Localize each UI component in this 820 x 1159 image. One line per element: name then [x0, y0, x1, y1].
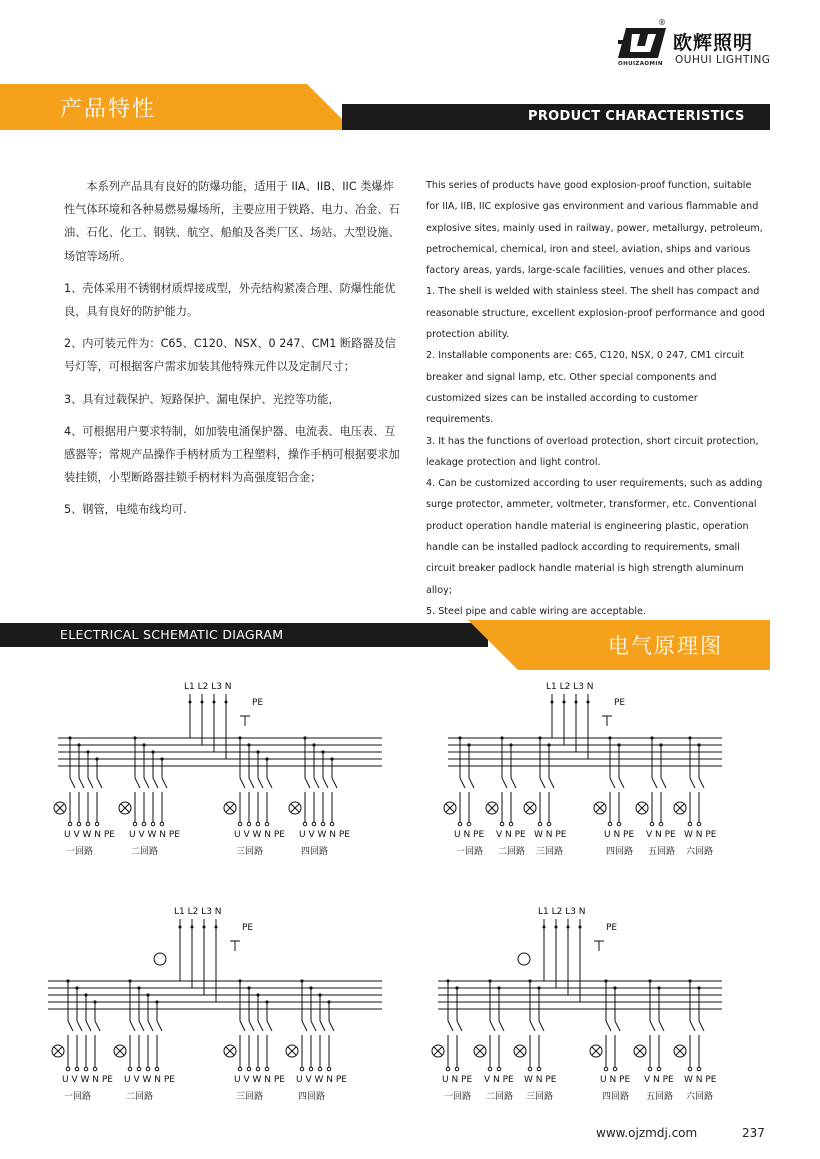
- supply-label: L1 L2 L3 N: [174, 907, 222, 917]
- schematic-header-diagonal: [468, 620, 598, 670]
- cn-paragraph: 5、钢管，电缆布线均可.: [64, 503, 187, 517]
- terminal-label: W N PE: [534, 830, 567, 840]
- cn-paragraph: 本系列产品具有良好的防爆功能，适用于 IIA、IIB、IIC 类爆炸性气体环境和各种易燃易爆场所，主要应用于铁路、电力、冶金、石油、石化、化工、钢铁、航空、船舶及各类厂区、场站、大型设施、场馆等场所。: [64, 180, 400, 263]
- circuit-label: 五回路: [646, 1092, 674, 1102]
- circuit-label: 二回路: [126, 1092, 154, 1102]
- circuit-label: 一回路: [444, 1092, 472, 1102]
- circuit-label: 四回路: [602, 1092, 630, 1102]
- en-paragraph: 1. The shell is welded with stainless steel. The shell has compact and reasonable structure, excellent explosion-proof performance and good protection ability.: [426, 286, 765, 341]
- en-paragraph: 3. It has the functions of overload protection, short circuit protection, leakage protection and light control.: [426, 435, 759, 468]
- chinese-text-column: [64, 175, 404, 531]
- brand-name-cn: 欧辉照明: [673, 32, 754, 54]
- en-paragraph: 2. Installable components are: C65, C120, NSX, 0 247, CM1 circuit breaker and signal lamp, etc. Other special components and customized sizes can be installed according to customer requirements.: [426, 350, 744, 426]
- terminal-label: U N PE: [454, 830, 485, 840]
- supply-label: L1 L2 L3 N: [184, 682, 232, 692]
- section-title-cn: 产品特性: [60, 97, 157, 122]
- schematic-diagram-4circuit-b: [40, 905, 390, 1115]
- brand-logo: [618, 16, 771, 72]
- brand-name-en: OUHUI LIGHTING: [675, 54, 771, 66]
- header-diagonal-shape: [197, 84, 357, 130]
- terminal-label: U V W N PE: [234, 1075, 285, 1085]
- circuit-label: 一回路: [64, 1092, 92, 1102]
- schematic-title-cn: 电气原理图: [608, 634, 723, 658]
- circuit-label: 二回路: [498, 847, 526, 857]
- circuit-label: 一回路: [66, 847, 94, 857]
- circuit-label: 四回路: [301, 847, 329, 857]
- terminal-label: U N PE: [600, 1075, 631, 1085]
- terminal-label: W N PE: [684, 1075, 717, 1085]
- circuit-label: 三回路: [236, 847, 264, 857]
- ouhui-logo-icon: [618, 24, 670, 62]
- terminal-label: W N PE: [684, 830, 717, 840]
- terminal-label: V N PE: [484, 1075, 514, 1085]
- circuit-label: 二回路: [486, 1092, 514, 1102]
- cn-paragraph: 2、内可装元件为：C65、C120、NSX、0 247、CM1 断路器及信号灯等，可根据客户需求加装其他特殊元件以及定制尺寸；: [64, 337, 396, 374]
- schematic-diagram-4circuit-a: [50, 680, 390, 870]
- terminal-label: V N PE: [496, 830, 526, 840]
- terminal-label: U V W N PE: [124, 1075, 175, 1085]
- terminal-label: V N PE: [644, 1075, 674, 1085]
- section-title-en: PRODUCT CHARACTERISTICS: [528, 109, 745, 124]
- pe-label: PE: [606, 923, 618, 933]
- circuit-label: 四回路: [606, 847, 634, 857]
- terminal-label: U V W N PE: [299, 830, 350, 840]
- schematic-diagram-6circuit-b: [430, 905, 730, 1115]
- supply-label: L1 L2 L3 N: [546, 682, 594, 692]
- supply-label: L1 L2 L3 N: [538, 907, 586, 917]
- terminal-label: U V W N PE: [64, 830, 115, 840]
- circuit-label: 六回路: [686, 1092, 714, 1102]
- schematic-title-en: ELECTRICAL SCHEMATIC DIAGRAM: [60, 627, 284, 642]
- circuit-label: 三回路: [536, 847, 564, 857]
- page-number: 237: [742, 1126, 765, 1140]
- schematic-lines: [440, 680, 730, 870]
- schematic-diagram-6circuit-a: [440, 680, 730, 870]
- cn-paragraph: 1、壳体采用不锈钢材质焊接成型，外壳结构紧凑合理、防爆性能优良，具有良好的防护能力。: [64, 281, 396, 319]
- footer-url: www.ojzmdj.com: [596, 1126, 698, 1140]
- pe-label: PE: [242, 923, 254, 933]
- cn-paragraph: 3、具有过载保护、短路保护、漏电保护、光控等功能，: [64, 392, 340, 406]
- circuit-label: 五回路: [648, 847, 676, 857]
- circuit-label: 二回路: [131, 847, 159, 857]
- terminal-label: U N PE: [604, 830, 635, 840]
- circuit-label: 六回路: [686, 847, 714, 857]
- pe-label: PE: [252, 698, 264, 708]
- terminal-label: U V W N PE: [234, 830, 285, 840]
- en-paragraph: 4. Can be customized according to user requirements, such as adding surge protector, ammeter, voltmeter, transformer, etc. Conventional product operation handle material is engineering plastic, operation handle can be installed padlock according to requirements, small circuit breaker padlock handle material is high strength aluminum alloy;: [426, 478, 763, 596]
- terminal-label: U V W N PE: [62, 1075, 113, 1085]
- terminal-label: U V W N PE: [129, 830, 180, 840]
- brand-logo-small-text: OHUIZAOMIN: [618, 61, 663, 67]
- cn-paragraph: 4、可根据用户要求特制，如加装电涌保护器、电流表、电压表、互感器等；常规产品操作手柄材质为工程塑料，操作手柄可根据要求加装挂锁，小型断路器挂锁手柄材料为高强度铝合金；: [64, 424, 400, 485]
- schematic-lines: [50, 680, 390, 870]
- terminal-label: U V W N PE: [296, 1075, 347, 1085]
- circuit-label: 四回路: [298, 1092, 326, 1102]
- circuit-label: 三回路: [236, 1092, 264, 1102]
- terminal-label: U N PE: [442, 1075, 473, 1085]
- en-paragraph: This series of products have good explosion-proof function, suitable for IIA, IIB, IIC explosive gas environment and various flammable and explosive sites, mainly used in railway, power, metallurgy, petroleum, petrochemical, chemical, iron and steel, aviation, ships and various factory areas, yards, large-scale facilities, venues and other places.: [426, 180, 763, 277]
- circuit-label: 三回路: [526, 1092, 554, 1102]
- circuit-label: 一回路: [456, 847, 484, 857]
- registered-mark: ®: [658, 18, 666, 27]
- en-paragraph: 5. Steel pipe and cable wiring are acceptable.: [426, 605, 647, 617]
- terminal-label: W N PE: [524, 1075, 557, 1085]
- pe-label: PE: [614, 698, 626, 708]
- terminal-label: V N PE: [646, 830, 676, 840]
- english-text-column: [426, 175, 766, 622]
